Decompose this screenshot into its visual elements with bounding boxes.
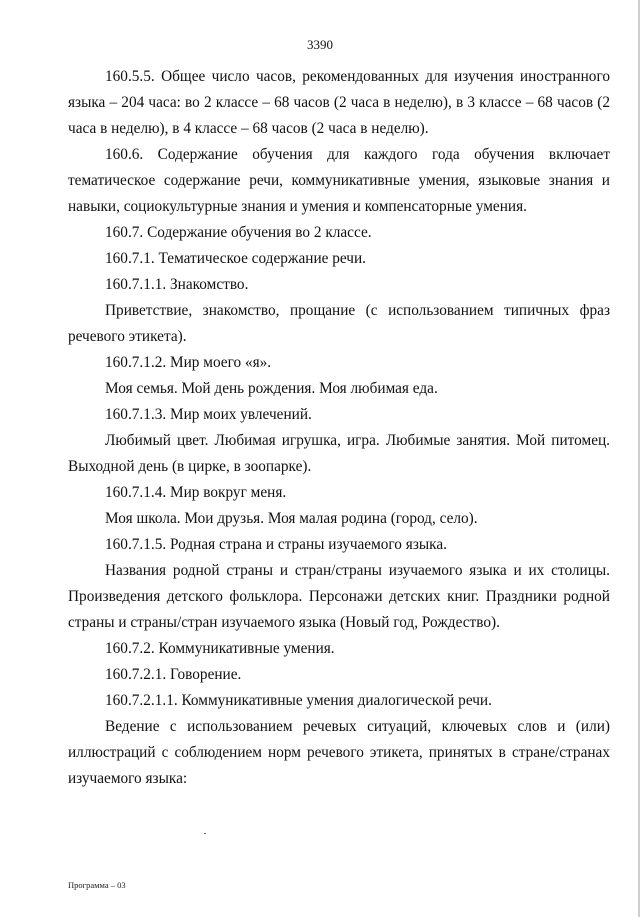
paragraph-greeting: Приветствие, знакомство, прощание (с использованием типичных фраз речевого этикета). bbox=[68, 302, 610, 345]
heading-160-7-2-1: 160.7.2.1. Говорение. bbox=[105, 666, 242, 683]
paragraph-school: Моя школа. Мои друзья. Моя малая родина (город, село). bbox=[105, 510, 478, 527]
heading-160-7-2: 160.7.2. Коммуникативные умения. bbox=[105, 640, 335, 657]
paragraph-160-5-5: 160.5.5. Общее число часов, рекомендованных для изучения иностранного языка – 204 часа: во 2 классе – 68 часов (2 часа в неделю), в 3 классе – 68 часов (2 часа в неделю), в 4 классе – 68 часов (2 часа в неделю). bbox=[68, 68, 610, 137]
heading-160-7-1-4: 160.7.1.4. Мир вокруг меня. bbox=[105, 484, 287, 501]
scan-speck bbox=[204, 833, 206, 834]
document-body bbox=[68, 64, 610, 792]
heading-160-7-1-2: 160.7.1.2. Мир моего «я». bbox=[105, 354, 272, 371]
heading-160-7-1-3: 160.7.1.3. Мир моих увлечений. bbox=[105, 406, 312, 423]
paragraph-countries: Названия родной страны и стран/страны изучаемого языка и их столицы. Произведения детского фольклора. Персонажи детских книг. Праздники родной страны и страны/стран изучаемого языка (Новый год, Рождество). bbox=[68, 562, 610, 631]
heading-160-7: 160.7. Содержание обучения во 2 классе. bbox=[105, 224, 372, 241]
paragraph-dialogue: Ведение с использованием речевых ситуаций, ключевых слов и (или) иллюстраций с соблюдением норм речевого этикета, принятых в стране/странах изучаемого языка: bbox=[68, 718, 610, 787]
heading-160-7-1: 160.7.1. Тематическое содержание речи. bbox=[105, 250, 367, 267]
heading-160-7-2-1-1: 160.7.2.1.1. Коммуникативные умения диалогической речи. bbox=[105, 692, 492, 709]
page-footer: Программа – 03 bbox=[68, 880, 126, 890]
paragraph-family: Моя семья. Мой день рождения. Моя любимая еда. bbox=[105, 380, 438, 397]
page-number: 3390 bbox=[307, 37, 333, 52]
heading-160-7-1-1: 160.7.1.1. Знакомство. bbox=[105, 276, 249, 293]
heading-160-7-1-5: 160.7.1.5. Родная страна и страны изучаемого языка. bbox=[105, 536, 447, 553]
paragraph-160-6: 160.6. Содержание обучения для каждого года обучения включает тематическое содержание речи, коммуникативные умения, языковые знания и навыки, социокультурные знания и умения и компенсаторные умения. bbox=[68, 146, 610, 215]
paragraph-hobbies: Любимый цвет. Любимая игрушка, игра. Любимые занятия. Мой питомец. Выходной день (в цирке, в зоопарке). bbox=[68, 432, 610, 475]
